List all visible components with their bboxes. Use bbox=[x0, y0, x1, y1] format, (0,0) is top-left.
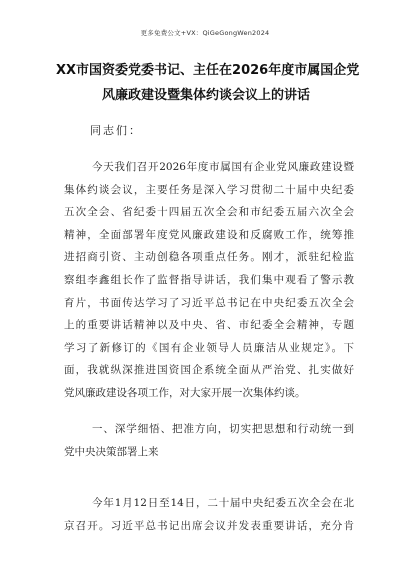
paragraph-line: 学习了新修订的《国有企业领导人员廉洁从业规定》。下 bbox=[64, 341, 354, 354]
title-line-2: 风廉政建设暨集体约谈会议上的讲话 bbox=[101, 88, 310, 103]
salutation: 同志们： bbox=[90, 124, 142, 137]
document-title bbox=[56, 58, 360, 108]
heading-line: 一、深学细悟、把准方向，切实把思想和行动统一到 bbox=[92, 423, 354, 435]
paragraph-line: 察组李鑫组长作了监督指导讲话，我们集中观看了警示教 bbox=[64, 273, 354, 286]
title-line-1: XX市国资委党委书记、主任在2026年度市属国企党 bbox=[56, 63, 360, 78]
paragraph-line: 今天我们召开2026年度市属国有企业党风廉政建设暨 bbox=[92, 161, 354, 173]
paragraph-line: 精神，全面部署年度党风廉政建设和反腐败工作，统筹推 bbox=[64, 228, 354, 241]
paragraph-line: 育片，书面传达学习了习近平总书记在中央纪委五次全会 bbox=[64, 296, 354, 309]
paragraph-line: 京召开。习近平总书记出席会议并发表重要讲话，充分肯 bbox=[64, 519, 354, 532]
body-paragraph bbox=[64, 492, 354, 537]
header-note: 更多免费公文+VX：QiGeGongWen2024 bbox=[140, 29, 270, 37]
paragraph-line: 面，我就纵深推进国资国企系统全面从严治党、扎实做好 bbox=[64, 364, 354, 377]
paragraph-line: 上的重要讲话精神以及中央、省、市纪委全会精神，专题 bbox=[64, 319, 354, 332]
paragraph-line: 五次全会、省纪委十四届五次全会和市纪委五届六次全会 bbox=[64, 206, 354, 219]
heading-line: 党中央决策部署上来 bbox=[64, 445, 159, 458]
section-heading-1 bbox=[64, 418, 354, 463]
paragraph-line: 进招商引资、主动创稳各项重点任务。刚才，派驻纪检监 bbox=[64, 251, 354, 264]
opening-paragraph bbox=[64, 156, 354, 405]
paragraph-line: 党风廉政建设各项工作，对大家开展一次集体约谈。 bbox=[64, 386, 306, 399]
paragraph-line: 集体约谈会议，主要任务是深入学习贯彻二十届中央纪委 bbox=[64, 183, 354, 196]
paragraph-line: 今年1月12日至14日，二十届中央纪委五次全会在北 bbox=[92, 497, 354, 509]
